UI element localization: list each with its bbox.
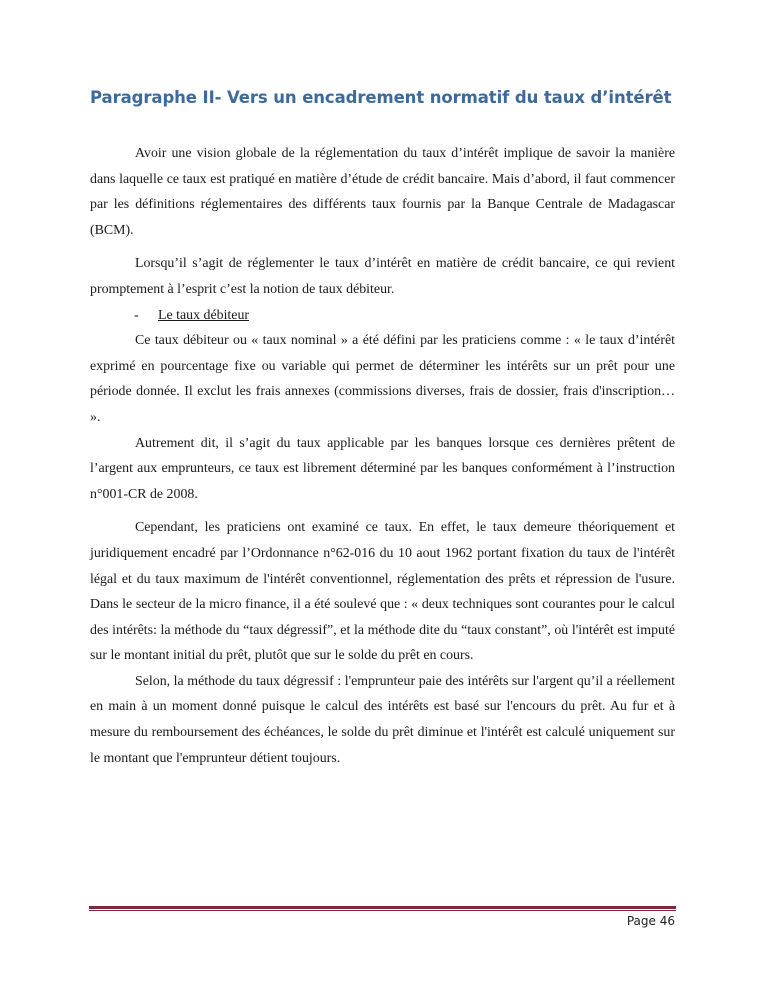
paragraph-1: Avoir une vision globale de la réglementation du taux d’intérêt implique de savoir la manière dans laquelle ce taux est pratiqué en matière d’étude de crédit bancaire. Mais d’abord, il faut commencer par les définitions réglementaires des différents taux fournis par la Banque Centrale de Madagascar (BCM). bbox=[90, 146, 675, 238]
section-heading: Paragraphe II- Vers un encadrement normatif du taux d’intérêt bbox=[90, 88, 672, 107]
paragraph-3: Ce taux débiteur ou « taux nominal » a été défini par les praticiens comme : « le taux d’intérêt exprimé en pourcentage fixe ou variable qui permet de déterminer les intérêts sur un prêt pour une période donnée. Il exclut les frais annexes (commissions diverses, frais de dossier, frais d'inscription… ». bbox=[90, 333, 675, 425]
body-text bbox=[90, 141, 675, 771]
bullet-label: Le taux débiteur bbox=[158, 307, 250, 323]
footer-rule bbox=[89, 906, 676, 909]
paragraph-2: Lorsqu’il s’agit de réglementer le taux d’intérêt en matière de crédit bancaire, ce qui revient promptement à l’esprit c’est la notion de taux débiteur. bbox=[90, 256, 675, 297]
bullet-item bbox=[90, 303, 675, 329]
page-number: Page 46 bbox=[626, 914, 675, 928]
paragraph-4: Autrement dit, il s’agit du taux applicable par les banques lorsque ces dernières prêtent de l’argent aux emprunteurs, ce taux est librement déterminé par les banques conformément à l’instruction n°001-CR de 2008. bbox=[90, 435, 675, 502]
bullet-dash: - bbox=[134, 307, 139, 323]
paragraph-5: Cependant, les praticiens ont examiné ce taux. En effet, le taux demeure théoriquement et juridiquement encadré par l’Ordonnance n°62-016 du 10 aout 1962 portant fixation du taux de l'intérêt légal et du taux maximum de l'intérêt conventionnel, réglementation des prêts et répression de l'usure. Dans le secteur de la micro finance, il a été soulevé que : « deux techniques sont courantes pour le calcul des intérêts: la méthode du “taux dégressif”, et la méthode dite du “taux constant”, où l'intérêt est imputé sur le montant initial du prêt, plutôt que sur le solde du prêt en cours. bbox=[90, 520, 675, 664]
footer-rule-thin bbox=[89, 910, 676, 911]
paragraph-6: Selon, la méthode du taux dégressif : l'emprunteur paie des intérêts sur l'argent qu’il a réellement en main à un moment donné puisque le calcul des intérêts est basé sur l'encours du prêt. Au fur et à mesure du remboursement des échéances, le solde du prêt diminue et l'intérêt est calculé uniquement sur le montant que l'emprunteur détient toujours. bbox=[90, 673, 675, 766]
